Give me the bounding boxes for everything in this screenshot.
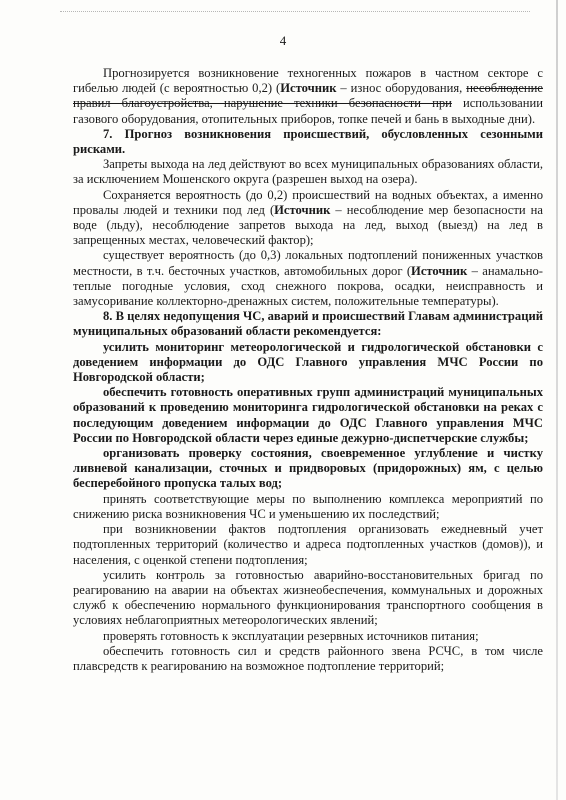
- paragraph-water-incidents: [73, 188, 543, 249]
- heading-section-7: [73, 127, 543, 157]
- heading-section-8: [73, 309, 543, 339]
- text-segment: обеспечить готовность сил и средств районного звена РСЧС, в том числе плавсредств к реагированию на возможное подтопление территорий;: [73, 643, 543, 673]
- text-segment: проверять готовность к эксплуатации резервных источников питания;: [103, 628, 479, 643]
- text-segment: 7. Прогноз возникновения происшествий, обусловленных сезонными рисками.: [73, 126, 543, 157]
- document-body: [73, 66, 543, 674]
- recommendation-repair-crews: [73, 568, 543, 629]
- text-segment: при возникновении фактов подтопления организовать ежедневный учет подтопленных территорий (количество и адреса подтопленных участков (домов)), и населения, с оценкой степени подтопления;: [73, 522, 543, 567]
- text-segment: Прогнозируется возникновение техногенных пожаров в частном секторе с гибелью людей (с вероятностью 0,2) (: [73, 66, 543, 96]
- text-segment: Запреты выхода на лед действуют во всех муниципальных образованиях области, за исключением Мошенского округа (разрешен выход на озера).: [73, 157, 543, 187]
- paragraph-fire-forecast: [73, 66, 543, 127]
- text-segment: обеспечить готовность оперативных групп администраций муниципальных образований к проведению мониторинга гидрологической обстановки на реках с последующим доведением информации до ОДС Главного управления МЧС России по Новгородской области через единые дежурно-диспетчерские службы;: [73, 385, 543, 445]
- text-segment: усилить мониторинг метеорологической и гидрологической обстановки с доведением информации до ОДС Главного управления МЧС России по Новгородской области;: [73, 339, 543, 385]
- scan-artifact-top: [60, 11, 530, 15]
- text-segment: принять соответствующие меры по выполнению комплекса мероприятий по снижению риска возникновения ЧС и уменьшению их последствий;: [73, 491, 543, 521]
- recommendation-monitoring: [73, 340, 543, 386]
- text-segment: использовании газового оборудования, отопительных приборов, топке печей и бань в выходные дни).: [73, 96, 543, 126]
- text-segment: Источник: [274, 202, 331, 217]
- text-segment: Сохраняется вероятность (до 0,2) происшествий на водных объектах, а именно провалы людей и техники под лед (: [73, 187, 543, 217]
- page-edge-shadow: [556, 0, 558, 800]
- paragraph-flooding-risk: [73, 248, 543, 309]
- text-segment: существует вероятность (до 0,3) локальных подтоплений пониженных участков местности, в т.ч. бесточных участков, автомобильных дорог (: [73, 248, 543, 278]
- recommendation-rschs-readiness: [73, 644, 543, 674]
- text-segment: Источник: [280, 81, 337, 96]
- recommendation-backup-power: [73, 629, 543, 644]
- text-segment: организовать проверку состояния, своевременное углубление и чистку ливневой канализации, сточных и придворовых (придорожных) ям, с целью бесперебойного пропуска талых вод;: [73, 446, 543, 491]
- text-segment: – износ оборудования,: [336, 81, 467, 96]
- recommendation-task-groups: [73, 385, 543, 446]
- paragraph-ice-ban: [73, 157, 543, 187]
- recommendation-risk-measures: [73, 492, 543, 522]
- text-segment: несоблюдение правил благоустройства, нарушение техники безопасности при: [73, 81, 543, 111]
- text-segment: усилить контроль за готовностью аварийно-восстановительных бригад по реагированию на аварии на объектах жизнеобеспечения, коммунальных и дорожных служб к обеспечению нормального функционирования транспортного сообщения в условиях неблагоприятных метеорологических явлений;: [73, 567, 543, 628]
- page-number: 4: [279, 33, 287, 48]
- text-segment: – анамально-теплые погодные условия, сход снежного покрова, осадки, неисправность и замусоривание коллекторно-дренажных систем, положительные температуры).: [73, 263, 544, 309]
- text-segment: – несоблюдение мер безопасности на воде (льду), несоблюдение запретов выхода на лед, выход (выезд) на лед в запрещенных местах, человеческий фактор);: [73, 202, 543, 248]
- recommendation-drainage: [73, 446, 543, 492]
- recommendation-flood-accounting: [73, 522, 543, 568]
- text-segment: 8. В целях недопущения ЧС, аварий и происшествий Главам администраций муниципальных образований области рекомендуется:: [73, 309, 543, 339]
- text-segment: Источник: [411, 263, 468, 278]
